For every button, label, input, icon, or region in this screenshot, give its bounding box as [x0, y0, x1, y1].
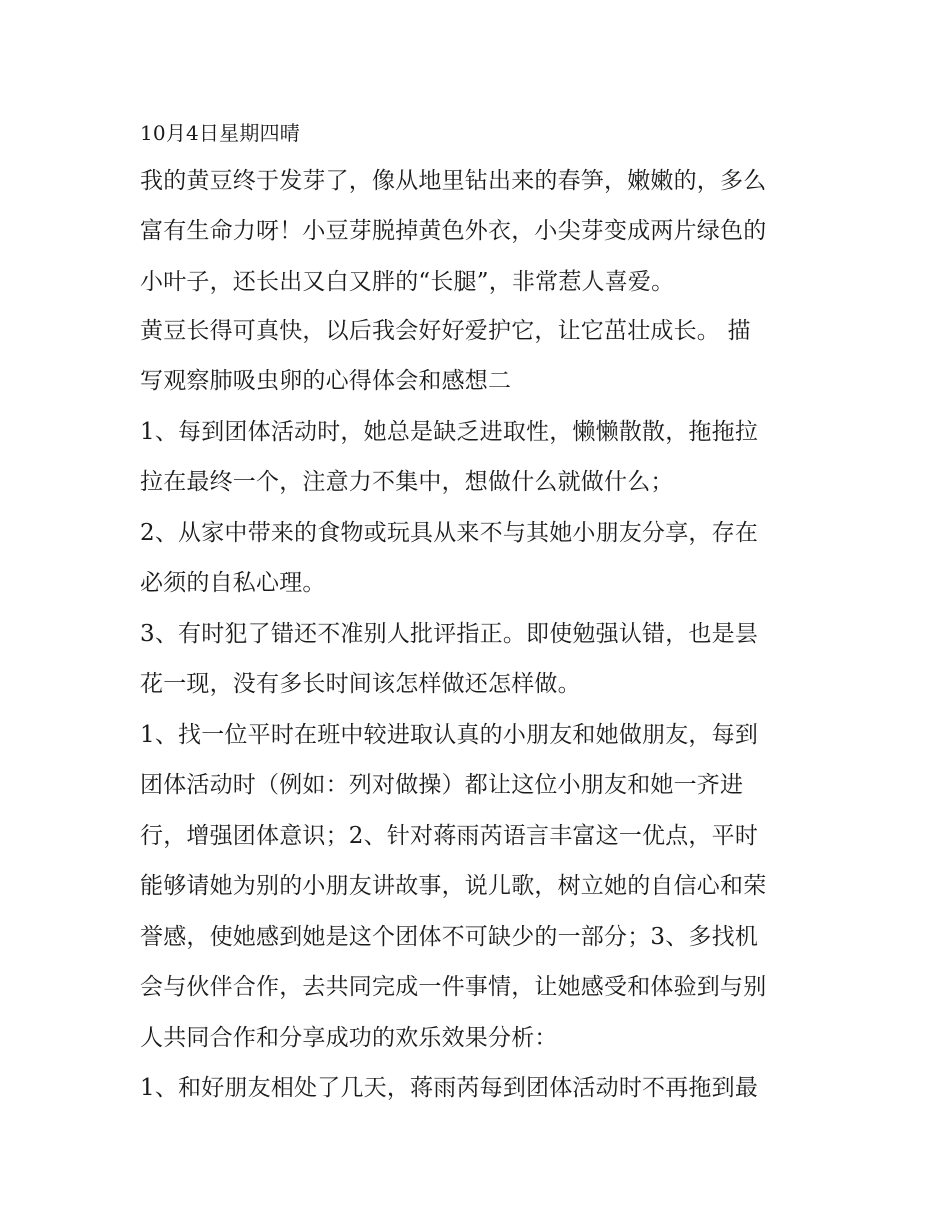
text-line: 能够请她为别的小朋友讲故事，说儿歌，树立她的自信心和荣	[140, 873, 767, 899]
text-line: 团体活动时（例如：列对做操）都让这位小朋友和她一齐进	[140, 772, 744, 798]
date-line: 10月4日星期四晴	[140, 121, 300, 145]
text-line: 3、有时犯了错还不准别人批评指正。即使勉强认错，也是昙	[140, 621, 759, 647]
text-line: 誉感，使她感到她是这个团体不可缺少的一部分；3、多找机	[140, 924, 759, 950]
text-line: 黄豆长得可真快，以后我会好好爱护它，让它茁壮成长。 描	[140, 318, 751, 344]
text-line: 富有生命力呀！小豆芽脱掉黄色外衣，小尖芽变成两片绿色的	[140, 218, 767, 244]
text-line: 会与伙伴合作，去共同完成一件事情，让她感受和体验到与别	[140, 974, 767, 1000]
text-line: 我的黄豆终于发芽了，像从地里钻出来的春笋，嫩嫩的，多么	[140, 168, 767, 194]
text-line: 行，增强团体意识；2、针对蒋雨芮语言丰富这一优点，平时	[140, 823, 759, 849]
text-line: 1、每到团体活动时，她总是缺乏进取性，懒懒散散，拖拖拉	[140, 419, 759, 445]
text-line: 花一现，没有多长时间该怎样做还怎样做。	[140, 671, 581, 697]
text-line: 2、从家中带来的食物或玩具从来不与其她小朋友分享，存在	[140, 520, 759, 546]
text-line: 写观察肺吸虫卵的心得体会和感想二	[140, 368, 512, 394]
text-line: 1、和好朋友相处了几天，蒋雨芮每到团体活动时不再拖到最	[140, 1075, 759, 1101]
text-line: 人共同合作和分享成功的欢乐效果分析：	[140, 1025, 558, 1051]
text-line: 小叶子，还长出又白又胖的“长腿”，非常惹人喜爱。	[140, 269, 675, 295]
text-line: 1、找一位平时在班中较进取认真的小朋友和她做朋友，每到	[140, 722, 759, 748]
text-line: 必须的自私心理。	[140, 570, 326, 596]
text-line: 拉在最终一个，注意力不集中，想做什么就做什么；	[140, 469, 674, 495]
